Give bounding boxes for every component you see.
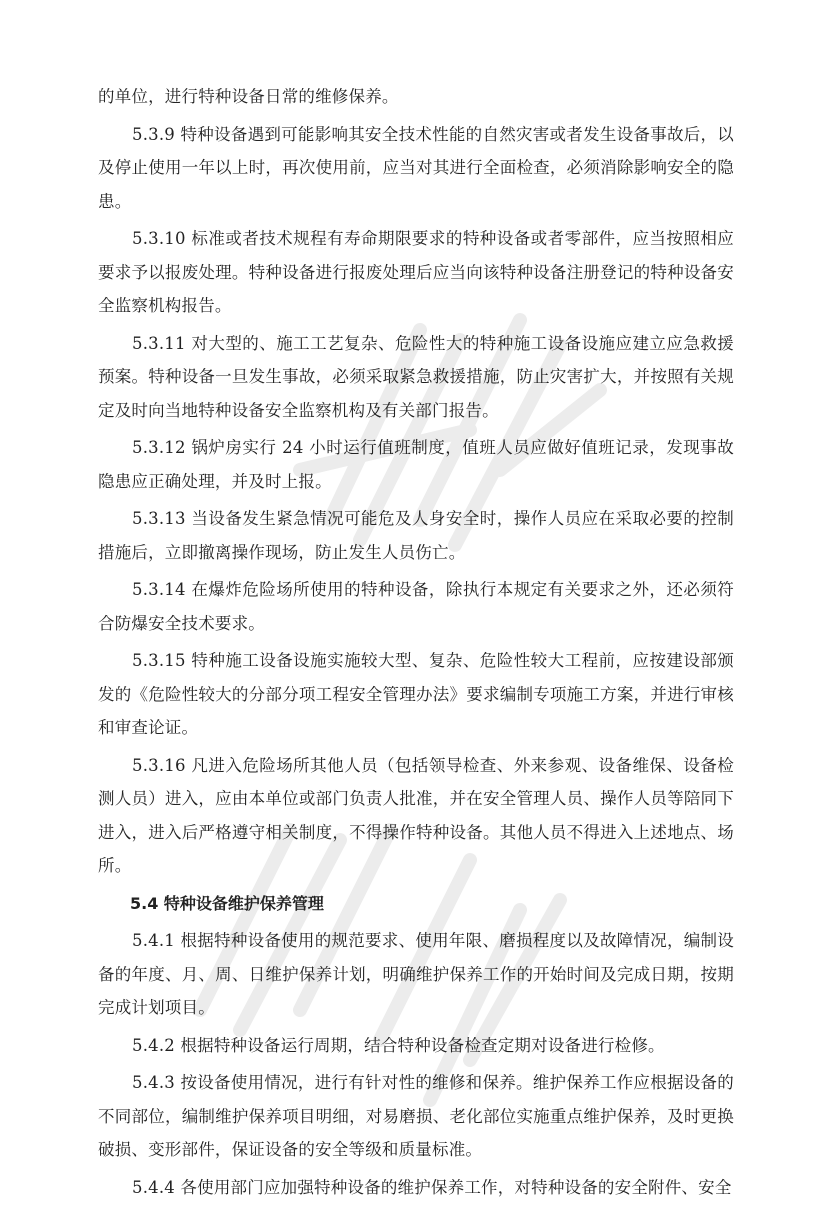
paragraph-5-4-2: 5.4.2 根据特种设备运行周期，结合特种设备检查定期对设备进行检修。 xyxy=(132,1035,665,1055)
paragraph-5-3-13: 5.3.13 当设备发生紧急情况可能危及人身安全时，操作人员应在采取必要的控制措施后，立即撤离操作现场，防止发生人员伤亡。 xyxy=(98,509,734,562)
paragraph-continuation: 的单位，进行特种设备日常的维修保养。 xyxy=(98,87,399,106)
paragraph-5-3-9: 5.3.9 特种设备遇到可能影响其安全技术性能的自然灾害或者发生设备事故后，以及停止使用一年以上时，再次使用前，应当对其进行全面检查，必须消除影响安全的隐患。 xyxy=(98,124,734,211)
paragraph-5-3-16: 5.3.16 凡进入危险场所其他人员（包括领导检查、外来参观、设备维保、设备检测人员）进入，应由本单位或部门负责人批准，并在安全管理人员、操作人员等陪同下进入，进入后严格遵守相关制度，不得操作特种设备。其他人员不得进入上述地点、场所。 xyxy=(98,755,734,875)
paragraph-5-4-4: 5.4.4 各使用部门应加强特种设备的维护保养工作，对特种设备的安全附件、安全 xyxy=(132,1177,732,1197)
paragraph-5-3-11: 5.3.11 对大型的、施工工艺复杂、危险性大的特种施工设备设施应建立应急救援预案。特种设备一旦发生事故，必须采取紧急救援措施，防止灾害扩大，并按照有关规定及时向当地特种设备安全监察机构及有关部门报告。 xyxy=(98,333,734,420)
paragraph-5-4-1: 5.4.1 根据特种设备使用的规范要求、使用年限、磨损程度以及故障情况，编制设备的年度、月、周、日维护保养计划，明确维护保养工作的开始时间及完成日期，按期完成计划项目。 xyxy=(98,931,734,1017)
paragraph-5-4-3: 5.4.3 按设备使用情况，进行有针对性的维修和保养。维护保养工作应根据设备的不同部位，编制维护保养项目明细，对易磨损、老化部位实施重点维护保养，及时更换破损、变形部件，保证设备的安全等级和质量标准。 xyxy=(98,1073,734,1159)
paragraph-5-3-14: 5.3.14 在爆炸危险场所使用的特种设备，除执行本规定有关要求之外，还必须符合防爆安全技术要求。 xyxy=(98,580,734,633)
paragraph-5-3-12: 5.3.12 锅炉房实行 24 小时运行值班制度，值班人员应做好值班记录，发现事故隐患应正确处理，并及时上报。 xyxy=(98,438,734,491)
paragraph-5-3-10: 5.3.10 标准或者技术规程有寿命期限要求的特种设备或者零部件，应当按照相应要求予以报废处理。特种设备进行报废处理后应当向该特种设备注册登记的特种设备安全监察机构报告。 xyxy=(98,229,734,315)
document-page xyxy=(98,80,734,1208)
paragraph-5-3-15: 5.3.15 特种施工设备设施实施较大型、复杂、危险性较大工程前，应按建设部颁发的《危险性较大的分部分项工程安全管理办法》要求编制专项施工方案，并进行审核和审查论证。 xyxy=(98,651,734,737)
section-heading-5-4: 5.4 特种设备维护保养管理 xyxy=(130,893,324,913)
